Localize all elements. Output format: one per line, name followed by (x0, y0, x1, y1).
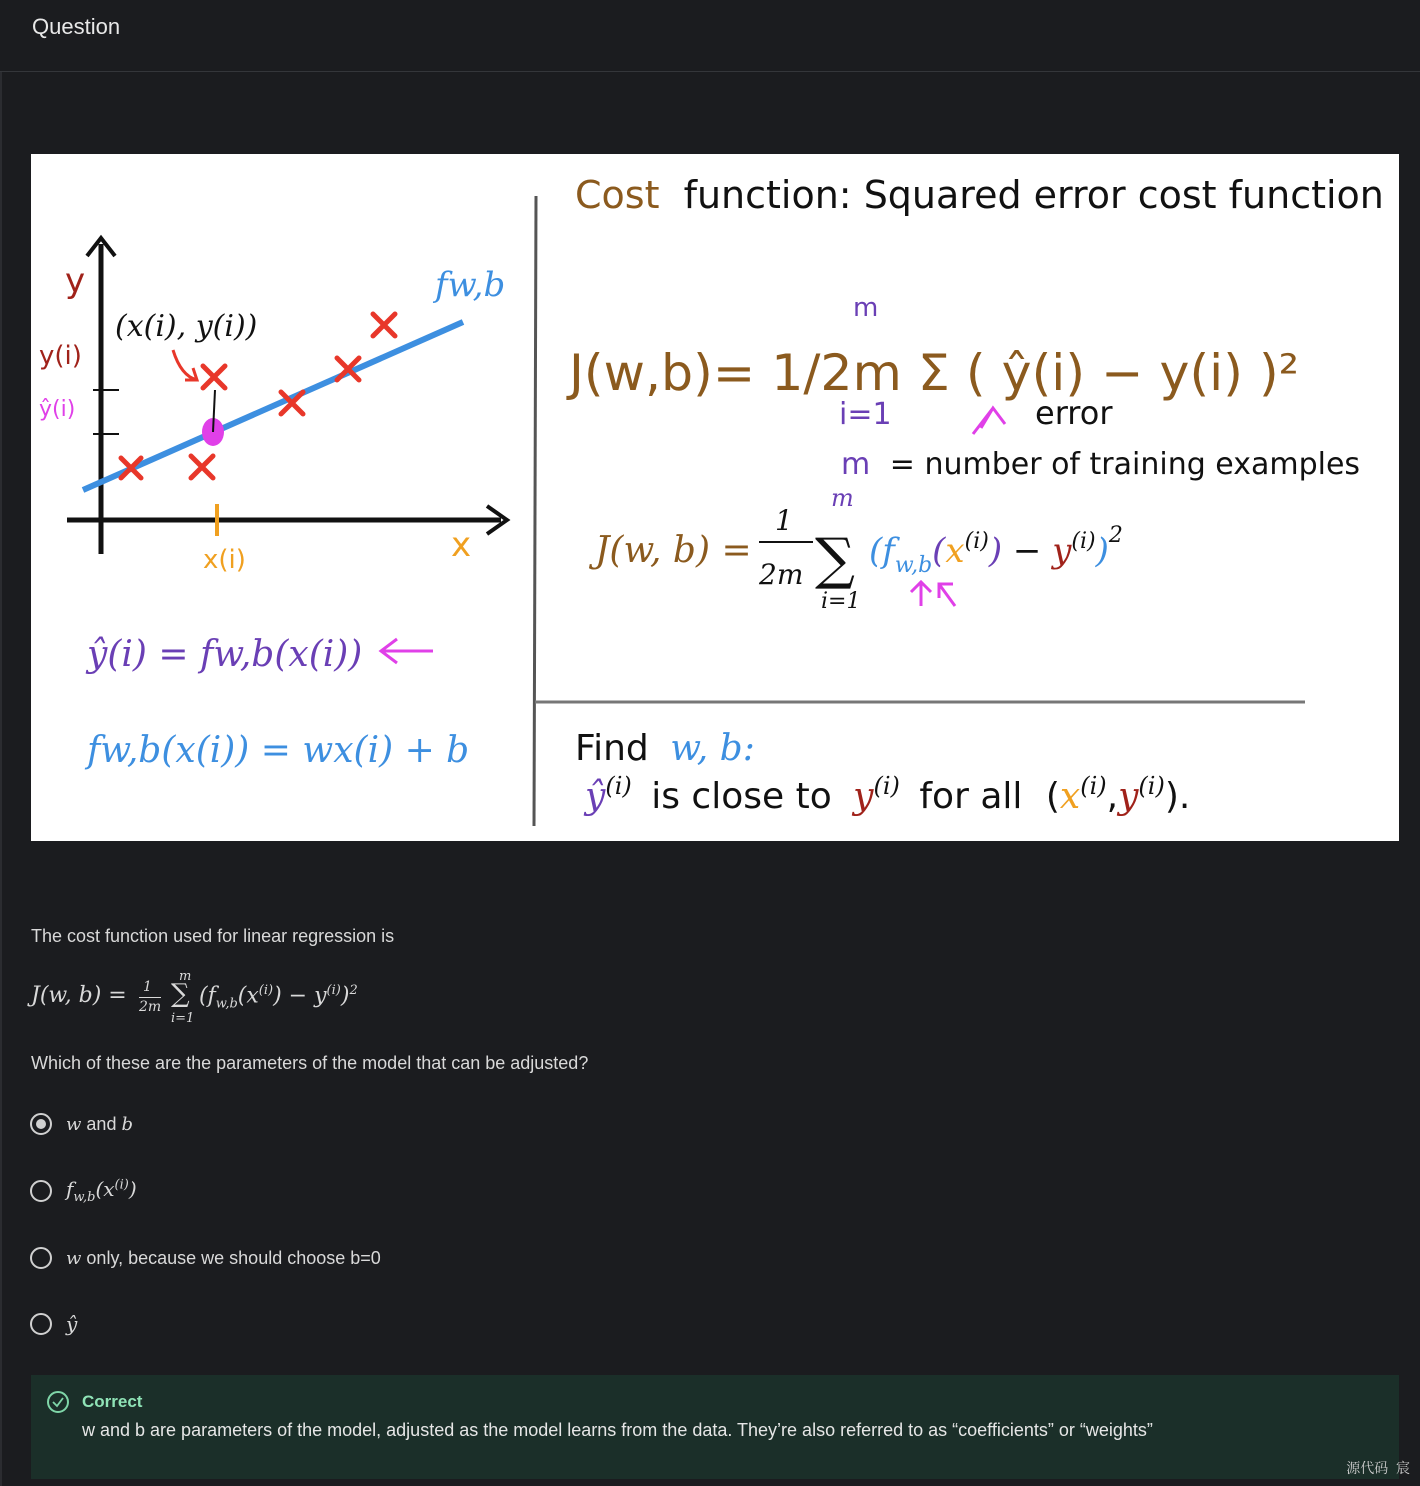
formula-sum-upper: m (179, 969, 192, 984)
arrows-up-icon (911, 582, 955, 606)
arrow-left-icon (381, 639, 433, 663)
sigma-symbol: ∑ (171, 979, 190, 1009)
option-f-wb[interactable] (30, 1176, 137, 1206)
question-prompt: Which of these are the parameters of the model that can be adjusted? (31, 1053, 589, 1073)
option-w-only[interactable] (30, 1243, 381, 1273)
slide-title: Cost function: Squared error cost function (575, 173, 1384, 217)
y-axis-label: y (65, 261, 86, 301)
page-title: Question (32, 14, 121, 39)
radio-unselected[interactable] (30, 1313, 52, 1335)
radio-selected[interactable] (30, 1113, 52, 1135)
radio-unselected[interactable] (30, 1247, 52, 1269)
sigma-symbol: ∑ (815, 527, 855, 592)
data-point (373, 314, 395, 336)
slide-drawing (31, 154, 1399, 841)
typeset-cost-body: $(f_{w,b}(x^{(i)}) - y^{(i)})^2$ (869, 523, 1123, 578)
cost-function-slide (31, 154, 1399, 841)
question-intro: The cost function used for linear regression is (31, 926, 395, 946)
find-heading: Find w, b: (575, 728, 755, 769)
hand-sum-lower: i=1 (839, 397, 892, 432)
hand-error-label: error (1035, 394, 1113, 432)
feedback-text: w and b are parameters of the model, adjusted as the model learns from the data. They’re also referred to as “coefficients” or “weights” (82, 1420, 1153, 1440)
option-y-hat[interactable] (30, 1309, 77, 1339)
point-label: (x(i), y(i)) (115, 309, 258, 344)
fraction-denominator: 2m (759, 558, 804, 591)
m-definition: m = number of training examples (841, 447, 1361, 482)
data-point (203, 366, 225, 388)
x-i-label: x(i) (203, 545, 246, 575)
watermark: 源代码 宸 (1346, 1460, 1410, 1476)
left-divider (0, 72, 2, 1486)
sum-lower: i=1 (821, 589, 861, 614)
yhat-equation: ŷ(i) = fw,b(x(i)) (87, 634, 363, 675)
regression-line (83, 322, 463, 490)
option-label: $f_{w,b}(x^{(i)})$ (66, 1177, 137, 1205)
find-condition: $ŷ^{(i)}$ is close to $y^{(i)}$ for all $(x^{(i)},y^{(i)})$. (585, 772, 1191, 817)
sum-upper: m (831, 484, 854, 512)
fraction-numerator: 1 (775, 504, 793, 537)
model-equation: fw,b(x(i)) = wx(i) + b (87, 730, 470, 771)
point-pointer-arrow (173, 350, 197, 380)
vertical-divider (534, 196, 536, 826)
check-icon (47, 1391, 69, 1413)
y-i-label: y(i) (39, 341, 82, 371)
feedback-correct (31, 1375, 1399, 1479)
line-label: fw,b (435, 265, 506, 305)
option-label: ŷ (66, 1312, 78, 1336)
hand-cost-equation: J(w,b)= 1/2m Σ ( ŷ(i) − y(i) )² (565, 344, 1299, 402)
yhat-i-label: ŷ(i) (39, 397, 76, 422)
option-label: w and b (66, 1113, 133, 1135)
data-point (191, 456, 213, 478)
x-axis-label: x (451, 525, 472, 565)
question-formula: J(w, b) = 1 2m m ∑ i=1 $(f_{w,b}(x^{(i)}) - y^{(i)})^2$ (31, 969, 358, 1026)
option-w-and-b[interactable] (30, 1109, 133, 1139)
formula-sum-lower: i=1 (171, 1011, 195, 1026)
typeset-cost-lhs: J(w, b) = (595, 530, 752, 571)
arrow-up-icon (973, 408, 1005, 434)
hand-sum-upper: m (853, 293, 879, 323)
option-label: w only, because we should choose b=0 (66, 1247, 381, 1269)
question-header (0, 0, 1420, 72)
feedback-title: Correct (82, 1392, 143, 1411)
radio-unselected[interactable] (30, 1180, 52, 1202)
